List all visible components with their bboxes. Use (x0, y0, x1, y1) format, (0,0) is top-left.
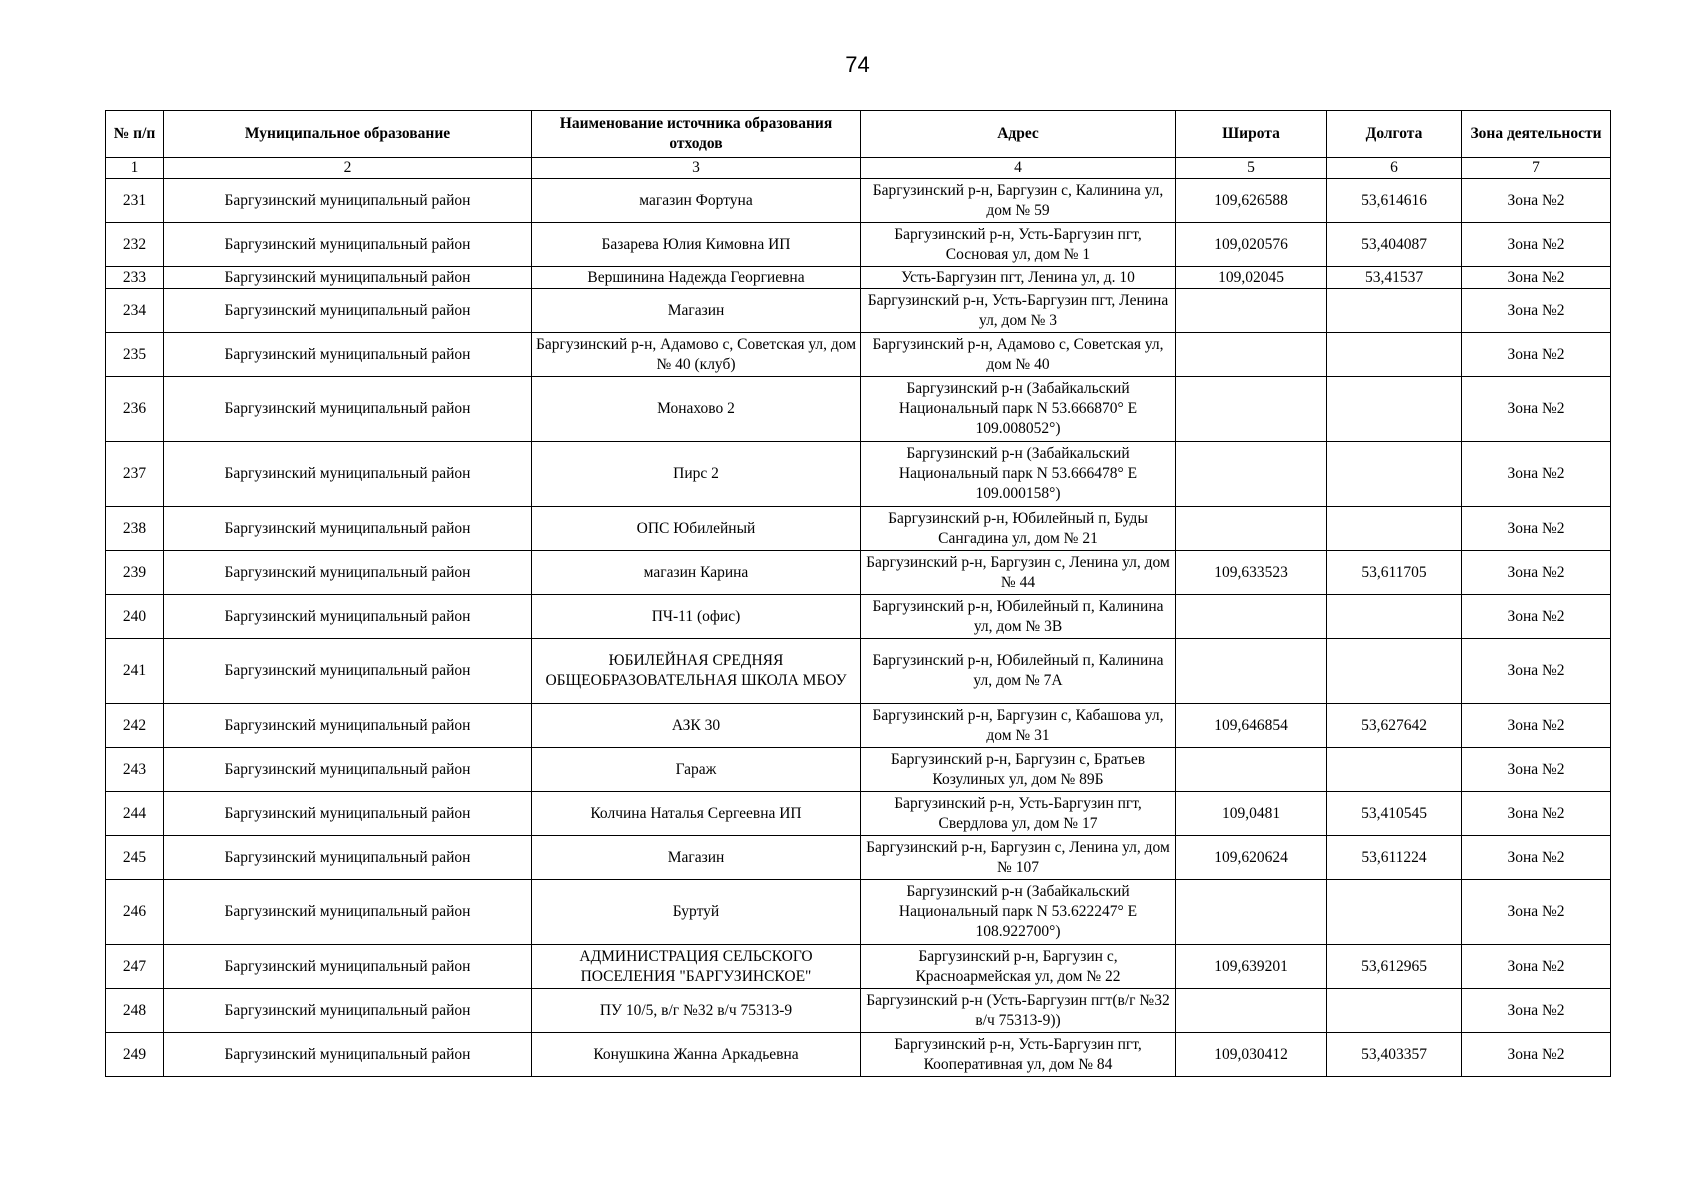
column-number: 7 (1462, 158, 1611, 179)
header-cell: № п/п (106, 111, 164, 158)
source-name-cell: Гараж (532, 748, 861, 792)
row-number: 233 (106, 267, 164, 289)
source-name-cell: магазин Фортуна (532, 179, 861, 223)
column-number: 6 (1327, 158, 1462, 179)
zone-cell: Зона №2 (1462, 223, 1611, 267)
municipality-cell: Баргузинский муниципальный район (164, 989, 532, 1033)
table-row (106, 595, 1611, 639)
table-row (106, 551, 1611, 595)
longitude-cell (1327, 442, 1462, 507)
header-cell: Широта (1176, 111, 1327, 158)
row-number: 239 (106, 551, 164, 595)
row-number: 243 (106, 748, 164, 792)
waste-sources-table (105, 110, 1611, 1077)
row-number: 242 (106, 704, 164, 748)
source-name-cell: магазин Карина (532, 551, 861, 595)
municipality-cell: Баргузинский муниципальный район (164, 836, 532, 880)
zone-cell: Зона №2 (1462, 792, 1611, 836)
table-row (106, 289, 1611, 333)
source-name-cell: АДМИНИСТРАЦИЯ СЕЛЬСКОГО ПОСЕЛЕНИЯ "БАРГУЗИНСКОЕ" (532, 945, 861, 989)
column-number: 1 (106, 158, 164, 179)
column-number: 2 (164, 158, 532, 179)
table-row (106, 1033, 1611, 1077)
row-number: 241 (106, 639, 164, 704)
longitude-cell: 53,614616 (1327, 179, 1462, 223)
address-cell: Баргузинский р-н, Адамово с, Советская ул, дом № 40 (861, 333, 1176, 377)
latitude-cell: 109,02045 (1176, 267, 1327, 289)
header-row (106, 111, 1611, 158)
table-row (106, 880, 1611, 945)
table-row (106, 748, 1611, 792)
latitude-cell: 109,646854 (1176, 704, 1327, 748)
zone-cell: Зона №2 (1462, 267, 1611, 289)
address-cell: Баргузинский р-н, Баргузин с, Калинина ул, дом № 59 (861, 179, 1176, 223)
column-number: 4 (861, 158, 1176, 179)
latitude-cell (1176, 989, 1327, 1033)
address-cell: Баргузинский р-н, Баргузин с, Кабашова ул, дом № 31 (861, 704, 1176, 748)
row-number: 247 (106, 945, 164, 989)
row-number: 246 (106, 880, 164, 945)
column-number-row (106, 158, 1611, 179)
zone-cell: Зона №2 (1462, 442, 1611, 507)
latitude-cell (1176, 748, 1327, 792)
table-row (106, 223, 1611, 267)
municipality-cell: Баргузинский муниципальный район (164, 507, 532, 551)
zone-cell: Зона №2 (1462, 639, 1611, 704)
address-cell: Баргузинский р-н, Юбилейный п, Калинина ул, дом № 7А (861, 639, 1176, 704)
address-cell: Баргузинский р-н, Усть-Баргузин пгт, Свердлова ул, дом № 17 (861, 792, 1176, 836)
table-row (106, 442, 1611, 507)
header-cell: Зона деятельности (1462, 111, 1611, 158)
zone-cell: Зона №2 (1462, 289, 1611, 333)
zone-cell: Зона №2 (1462, 551, 1611, 595)
latitude-cell (1176, 507, 1327, 551)
row-number: 234 (106, 289, 164, 333)
table-row (106, 945, 1611, 989)
longitude-cell (1327, 289, 1462, 333)
source-name-cell: ПУ 10/5, в/г №32 в/ч 75313-9 (532, 989, 861, 1033)
municipality-cell: Баргузинский муниципальный район (164, 945, 532, 989)
row-number: 240 (106, 595, 164, 639)
address-cell: Баргузинский р-н, Усть-Баргузин пгт, Сосновая ул, дом № 1 (861, 223, 1176, 267)
row-number: 238 (106, 507, 164, 551)
source-name-cell: Буртуй (532, 880, 861, 945)
source-name-cell: Баргузинский р-н, Адамово с, Советская ул, дом № 40 (клуб) (532, 333, 861, 377)
municipality-cell: Баргузинский муниципальный район (164, 551, 532, 595)
zone-cell: Зона №2 (1462, 595, 1611, 639)
latitude-cell: 109,030412 (1176, 1033, 1327, 1077)
header-cell: Адрес (861, 111, 1176, 158)
longitude-cell: 53,41537 (1327, 267, 1462, 289)
zone-cell: Зона №2 (1462, 989, 1611, 1033)
latitude-cell: 109,639201 (1176, 945, 1327, 989)
longitude-cell: 53,612965 (1327, 945, 1462, 989)
source-name-cell: ОПС Юбилейный (532, 507, 861, 551)
address-cell: Баргузинский р-н (Забайкальский Национальный парк N 53.622247° E 108.922700°) (861, 880, 1176, 945)
address-cell: Баргузинский р-н, Юбилейный п, Буды Сангадина ул, дом № 21 (861, 507, 1176, 551)
address-cell: Баргузинский р-н, Усть-Баргузин пгт, Кооперативная ул, дом № 84 (861, 1033, 1176, 1077)
table-row (106, 179, 1611, 223)
table-row (106, 792, 1611, 836)
address-cell: Баргузинский р-н (Забайкальский Национальный парк N 53.666478° E 109.000158°) (861, 442, 1176, 507)
source-name-cell: Колчина Наталья Сергеевна ИП (532, 792, 861, 836)
latitude-cell: 109,620624 (1176, 836, 1327, 880)
row-number: 236 (106, 377, 164, 442)
longitude-cell: 53,403357 (1327, 1033, 1462, 1077)
latitude-cell (1176, 442, 1327, 507)
longitude-cell: 53,627642 (1327, 704, 1462, 748)
latitude-cell (1176, 639, 1327, 704)
longitude-cell (1327, 377, 1462, 442)
longitude-cell (1327, 989, 1462, 1033)
address-cell: Баргузинский р-н, Баргузин с, Ленина ул, дом № 44 (861, 551, 1176, 595)
header-cell: Наименование источника образования отходов (532, 111, 861, 158)
longitude-cell (1327, 595, 1462, 639)
municipality-cell: Баргузинский муниципальный район (164, 748, 532, 792)
zone-cell: Зона №2 (1462, 945, 1611, 989)
municipality-cell: Баргузинский муниципальный район (164, 267, 532, 289)
zone-cell: Зона №2 (1462, 179, 1611, 223)
address-cell: Баргузинский р-н, Баргузин с, Красноармейская ул, дом № 22 (861, 945, 1176, 989)
municipality-cell: Баргузинский муниципальный район (164, 1033, 532, 1077)
address-cell: Баргузинский р-н, Усть-Баргузин пгт, Ленина ул, дом № 3 (861, 289, 1176, 333)
municipality-cell: Баргузинский муниципальный район (164, 639, 532, 704)
source-name-cell: Магазин (532, 836, 861, 880)
municipality-cell: Баргузинский муниципальный район (164, 223, 532, 267)
table-row (106, 507, 1611, 551)
row-number: 248 (106, 989, 164, 1033)
source-name-cell: Вершинина Надежда Георгиевна (532, 267, 861, 289)
row-number: 235 (106, 333, 164, 377)
source-name-cell: Конушкина Жанна Аркадьевна (532, 1033, 861, 1077)
table-row (106, 639, 1611, 704)
longitude-cell (1327, 748, 1462, 792)
address-cell: Баргузинский р-н, Юбилейный п, Калинина ул, дом № 3В (861, 595, 1176, 639)
municipality-cell: Баргузинский муниципальный район (164, 704, 532, 748)
source-name-cell: АЗК 30 (532, 704, 861, 748)
latitude-cell: 109,020576 (1176, 223, 1327, 267)
row-number: 231 (106, 179, 164, 223)
row-number: 237 (106, 442, 164, 507)
table-row (106, 333, 1611, 377)
source-name-cell: Пирс 2 (532, 442, 861, 507)
municipality-cell: Баргузинский муниципальный район (164, 880, 532, 945)
zone-cell: Зона №2 (1462, 1033, 1611, 1077)
longitude-cell: 53,410545 (1327, 792, 1462, 836)
latitude-cell (1176, 289, 1327, 333)
source-name-cell: Монахово 2 (532, 377, 861, 442)
longitude-cell (1327, 639, 1462, 704)
latitude-cell (1176, 880, 1327, 945)
municipality-cell: Баргузинский муниципальный район (164, 333, 532, 377)
address-cell: Баргузинский р-н, Баргузин с, Ленина ул, дом № 107 (861, 836, 1176, 880)
zone-cell: Зона №2 (1462, 507, 1611, 551)
row-number: 249 (106, 1033, 164, 1077)
row-number: 244 (106, 792, 164, 836)
longitude-cell: 53,611224 (1327, 836, 1462, 880)
source-name-cell: ПЧ-11 (офис) (532, 595, 861, 639)
zone-cell: Зона №2 (1462, 377, 1611, 442)
latitude-cell: 109,0481 (1176, 792, 1327, 836)
page-number: 74 (845, 52, 870, 77)
table-row (106, 267, 1611, 289)
latitude-cell (1176, 377, 1327, 442)
source-name-cell: Базарева Юлия Кимовна ИП (532, 223, 861, 267)
zone-cell: Зона №2 (1462, 880, 1611, 945)
row-number: 232 (106, 223, 164, 267)
latitude-cell (1176, 333, 1327, 377)
table-row (106, 377, 1611, 442)
table-row (106, 989, 1611, 1033)
column-number: 5 (1176, 158, 1327, 179)
longitude-cell (1327, 333, 1462, 377)
longitude-cell (1327, 507, 1462, 551)
address-cell: Баргузинский р-н (Забайкальский Национальный парк N 53.666870° E 109.008052°) (861, 377, 1176, 442)
header-cell: Долгота (1327, 111, 1462, 158)
municipality-cell: Баргузинский муниципальный район (164, 595, 532, 639)
row-number: 245 (106, 836, 164, 880)
latitude-cell: 109,633523 (1176, 551, 1327, 595)
municipality-cell: Баргузинский муниципальный район (164, 289, 532, 333)
column-number: 3 (532, 158, 861, 179)
zone-cell: Зона №2 (1462, 333, 1611, 377)
latitude-cell: 109,626588 (1176, 179, 1327, 223)
longitude-cell: 53,404087 (1327, 223, 1462, 267)
table-row (106, 704, 1611, 748)
source-name-cell: ЮБИЛЕЙНАЯ СРЕДНЯЯ ОБЩЕОБРАЗОВАТЕЛЬНАЯ ШКОЛА МБОУ (532, 639, 861, 704)
longitude-cell (1327, 880, 1462, 945)
zone-cell: Зона №2 (1462, 704, 1611, 748)
latitude-cell (1176, 595, 1327, 639)
municipality-cell: Баргузинский муниципальный район (164, 377, 532, 442)
municipality-cell: Баргузинский муниципальный район (164, 792, 532, 836)
address-cell: Баргузинский р-н, Баргузин с, Братьев Козулиных ул, дом № 89Б (861, 748, 1176, 792)
source-name-cell: Магазин (532, 289, 861, 333)
zone-cell: Зона №2 (1462, 836, 1611, 880)
municipality-cell: Баргузинский муниципальный район (164, 179, 532, 223)
municipality-cell: Баргузинский муниципальный район (164, 442, 532, 507)
address-cell: Баргузинский р-н (Усть-Баргузин пгт(в/г №32 в/ч 75313-9)) (861, 989, 1176, 1033)
longitude-cell: 53,611705 (1327, 551, 1462, 595)
address-cell: Усть-Баргузин пгт, Ленина ул, д. 10 (861, 267, 1176, 289)
zone-cell: Зона №2 (1462, 748, 1611, 792)
header-cell: Муниципальное образование (164, 111, 532, 158)
table-row (106, 836, 1611, 880)
